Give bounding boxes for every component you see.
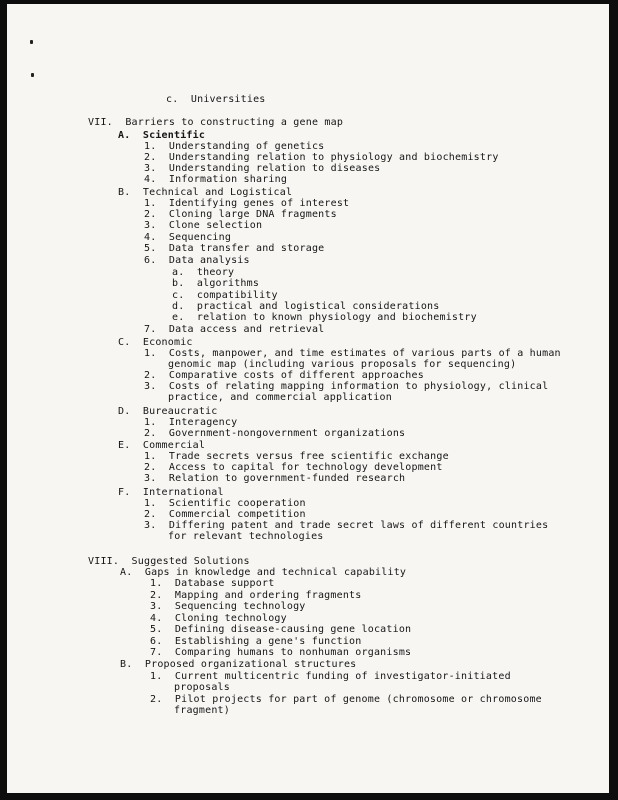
outline-line: 3. Clone selection: [144, 220, 263, 231]
outline-line: 2. Comparative costs of different approaches: [144, 370, 424, 381]
outline-line: 3. Understanding relation to diseases: [144, 163, 381, 174]
outline-line: VIII. Suggested Solutions: [88, 556, 250, 567]
outline-line: 5. Defining disease-causing gene location: [150, 624, 412, 635]
outline-line: fragment): [174, 705, 230, 716]
outline-line: 2. Access to capital for technology development: [144, 462, 443, 473]
outline-line: 4. Information sharing: [144, 174, 288, 185]
outline-line: 7. Comparing humans to nonhuman organisms: [150, 647, 412, 658]
outline-line: 3. Differing patent and trade secret laws of different countries: [144, 520, 549, 531]
outline-line: for relevant technologies: [168, 531, 324, 542]
outline-line: 1. Database support: [150, 578, 275, 589]
outline-line: genomic map (including various proposals for sequencing): [168, 359, 517, 370]
outline-line: 4. Cloning technology: [150, 613, 287, 624]
outline-line: D. Bureaucratic: [118, 406, 218, 417]
outline-line: 1. Costs, manpower, and time estimates of various parts of a human: [144, 348, 561, 359]
outline-line: 1. Interagency: [144, 417, 238, 428]
outline-line: 1. Identifying genes of interest: [144, 198, 350, 209]
outline-line: proposals: [174, 682, 230, 693]
outline-line: 4. Sequencing: [144, 232, 232, 243]
outline-line: C. Economic: [118, 337, 193, 348]
outline-line: 2. Cloning large DNA fragments: [144, 209, 337, 220]
outline-line: 5. Data transfer and storage: [144, 243, 325, 254]
outline-line: E. Commercial: [118, 440, 206, 451]
outline-line: b. algorithms: [172, 278, 260, 289]
outline-line: d. practical and logistical considerations: [172, 301, 440, 312]
outline-line: 6. Establishing a gene's function: [150, 636, 362, 647]
outline-line: F. International: [118, 487, 224, 498]
outline-line: 2. Commercial competition: [144, 509, 306, 520]
outline-line: 3. Costs of relating mapping information to physiology, clinical: [144, 381, 549, 392]
outline-line: 6. Data analysis: [144, 255, 250, 266]
outline-line: VII. Barriers to constructing a gene map: [88, 117, 344, 128]
outline-line: 2. Mapping and ordering fragments: [150, 590, 362, 601]
outline-line: 3. Sequencing technology: [150, 601, 306, 612]
outline-line: A. Gaps in knowledge and technical capability: [120, 567, 407, 578]
binder-hole-mark: [31, 73, 34, 77]
outline-line: c. compatibility: [172, 290, 278, 301]
outline-line: 1. Understanding of genetics: [144, 141, 325, 152]
outline-line: 2. Understanding relation to physiology and biochemistry: [144, 152, 499, 163]
outline-line: 2. Pilot projects for part of genome (chromosome or chromosome: [150, 694, 542, 705]
outline-line: A. Scientific: [118, 130, 206, 141]
outline-line: 1. Scientific cooperation: [144, 498, 306, 509]
outline-line: 1. Trade secrets versus free scientific exchange: [144, 451, 449, 462]
outline-line: practice, and commercial application: [168, 392, 392, 403]
outline-line: 3. Relation to government-funded research: [144, 473, 406, 484]
outline-line: B. Technical and Logistical: [118, 187, 293, 198]
outline-line: 1. Current multicentric funding of investigator-initiated: [150, 671, 511, 682]
outline-line: c. Universities: [166, 94, 266, 105]
document-page: [7, 4, 609, 793]
binder-hole-mark: [30, 40, 33, 44]
outline-line: B. Proposed organizational structures: [120, 659, 357, 670]
outline-line: a. theory: [172, 267, 235, 278]
outline-line: 7. Data access and retrieval: [144, 324, 325, 335]
outline-line: e. relation to known physiology and biochemistry: [172, 312, 477, 323]
outline-line: 2. Government-nongovernment organizations: [144, 428, 406, 439]
